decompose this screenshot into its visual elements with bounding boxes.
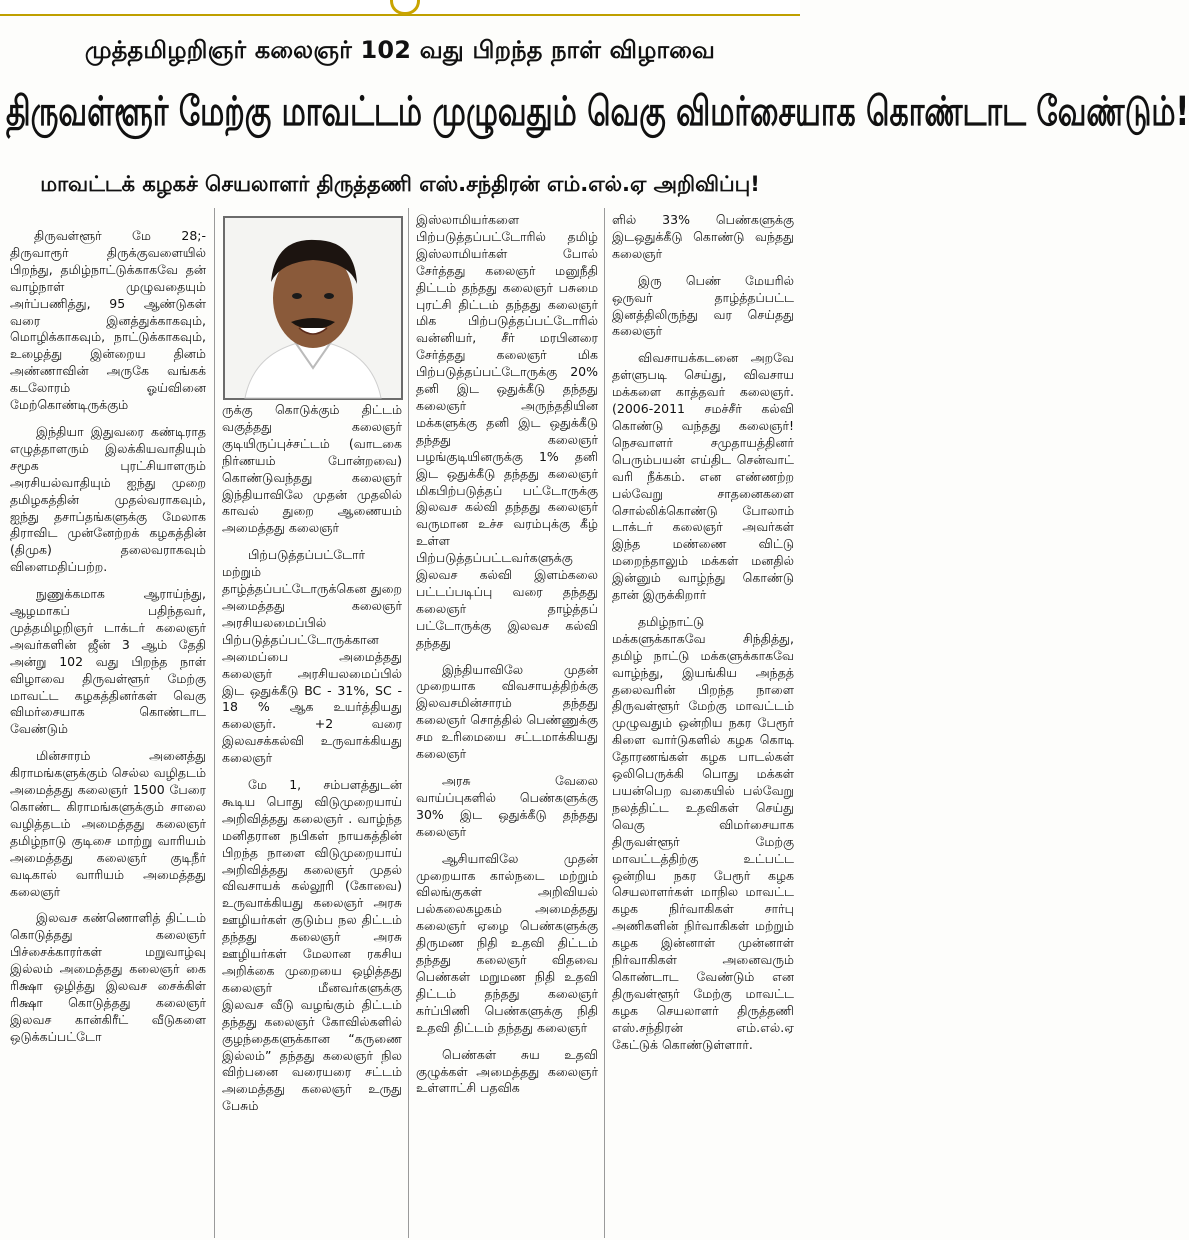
paragraph: மின்சாரம் அனைத்து கிராமங்களுக்கும் செல்ல வழிதடம் அமைத்தது கலைஞர் 1500 பேரை கொண்ட கிராமங்களுக்கும் சாலை வழித்தடம் அமைத்தது கலைஞர் தமிழ்நாடு குடிசை மாற்று வாரியம் அமைத்தது கலைஞர் குடிநீர் வடிகால் வாரியம் அமைத்தது கலைஞர் (10, 748, 206, 899)
paragraph: அரசு வேலை வாய்ப்புகளில் பெண்களுக்கு 30% இட ஒதுக்கீடு தந்தது கலைஞர் (416, 773, 598, 839)
paragraph: ளில் 33% பெண்களுக்கு இடஒதுக்கீடு கொண்டு வந்தது கலைஞர் (612, 212, 794, 261)
paragraph: இஸ்லாமியர்களை பிற்படுத்தப்பட்டோரில் தமிழ் இஸ்லாமியர்கள் போல் சேர்த்தது கலைஞர் மனுநீதி திட்டம் தந்தது கலைஞர் பசுமை புரட்சி திட்டம் தந்தது கலைஞர் மிக பிற்படுத்தப்பட்டோரில் வன்னியர், சீர் மரபினரை சேர்த்தது கலைஞர் மிக பிற்படுத்தப்பட்டோருக்கு 20% தனி இட ஒதுக்கீடு தந்தது கலைஞர் அருந்ததியின மக்களுக்கு தனி இட ஒதுக்கீடு தந்தது கலைஞர் பழங்குடியினருக்கு 1% தனி இட ஒதுக்கீடு தந்தது கலைஞர் மிகபிற்படுத்தப் பட்டோருக்கு இலவச கல்வி தந்தது கலைஞர் வருமான உச்ச வரம்புக்கு கீழ் உள்ள பிற்படுத்தப்பட்டவர்களுக்கு இலவச கல்வி இளம்கலை பட்டப்படிப்பு வரை தந்தது கலைஞர் தாழ்த்தப் பட்டோருக்கு இலவச கல்வி தந்தது (416, 212, 598, 650)
person-portrait-icon (225, 218, 401, 398)
paragraph: இலவச கண்ணொளித் திட்டம் கொடுத்தது கலைஞர் பிச்சைக்காரர்கள் மறுவாழ்வு இல்லம் அமைத்தது கலைஞர் கை ரிக்ஷா ஒழித்து இலவச சைக்கிள் ரிக்ஷா கொடுத்தது கலைஞர் இலவச கான்கிரீட் வீடுகளை ஒடுக்கப்பட்டோ (10, 910, 206, 1044)
masthead-ornament (390, 0, 420, 15)
paragraph: பெண்கள் சுய உதவி குழுக்கள் அமைத்தது கலைஞர் உள்ளாட்சி பதவிக (416, 1046, 598, 1096)
headline-kicker: முத்தமிழறிஞர் கலைஞர் 102 வது பிறந்த நாள் விழாவை (84, 36, 716, 64)
column-divider (214, 208, 215, 1238)
masthead-strip (0, 0, 800, 16)
paragraph: இந்தியாவிலே முதன் முறையாக விவசாயத்திற்க்கு இலவசமின்சாரம் தந்தது கலைஞர் சொத்தில் பெண்ணுக்கு சம உரிமையை சட்டமாக்கியது கலைஞர் (416, 661, 598, 762)
headline-main: திருவள்ளூர் மேற்கு மாவட்டம் முழுவதும் வெகு விமர்சையாக கொண்டாட வேண்டும்! (6, 88, 1189, 136)
article-column-1 (10, 228, 206, 1236)
article-column-4 (612, 212, 794, 1236)
paragraph: இந்தியா இதுவரை கண்டிராத எழுத்தாளரும் இலக்கியவாதியும் சமூக புரட்சியாளரும் அரசியல்வாதியும் ஐந்து முறை தமிழகத்தின் முதல்வராகவும், ஐந்து தசாப்தங்களுக்கு மேலாக திராவிட முன்னேற்றக் கழகத்தின் (திமுக) தலைவராகவும் விளைமதிப்பற்ற. (10, 423, 206, 575)
column-divider (408, 208, 409, 1238)
paragraph: திருவள்ளூர் மே 28;- திருவாரூர் திருக்குவளையில் பிறந்து, தமிழ்நாட்டுக்காகவே தன் வாழ்நாள் முழுவதையும் அர்ப்பணித்து, 95 ஆண்டுகள் வரை இனத்துக்காகவும், மொழிக்காகவும், நாட்டுக்காகவும், உழைத்து இன்றைய தினம் அண்ணாவின் அருகே வங்கக் கடலோரம் ஓய்வினை மேற்கொண்டிருக்கும் (10, 228, 206, 413)
article-column-3 (416, 212, 598, 1236)
paragraph: பிற்படுத்தப்பட்டோர் மற்றும் தாழ்த்தப்பட்டோருக்கென துறை அமைத்தது கலைஞர் அரசியலமைப்பில் பிற்படுத்தப்பட்டோருக்கான அமைப்பை அமைத்தது கலைஞர் அரசியலமைப்பில் இட ஒதுக்கீடு BC - 31%, SC - 18 % ஆக உயர்த்தியது கலைஞர். +2 வரை இலவசக்கல்வி உருவாக்கியது கலைஞர் (222, 547, 402, 766)
paragraph: இரு பெண் மேயரில் ஒருவர் தாழ்த்தப்பட்ட இனத்திலிருந்து வர செய்தது கலைஞர் (612, 272, 794, 339)
paragraph: ஆசியாவிலே முதன் முறையாக கால்நடை மற்றும் விலங்குகள் அறிவியல் பல்கலைகழகம் அமைத்தது கலைஞர் ஏழை பெண்களுக்கு திருமண நிதி உதவி திட்டம் தந்தது கலைஞர் விதவை பெண்கள் மறுமண நிதி உதவி திட்டம் தந்தது கலைஞர் கர்ப்பிணி பெண்களுக்கு நிதி உதவி திட்டம் தந்தது கலைஞர் (416, 850, 598, 1035)
paragraph: மே 1, சம்பளத்துடன் கூடிய பொது விடுமுறையாய் அறிவித்தது கலைஞர் . வாழ்ந்த மனிதரான நபிகள் நாயகத்தின் பிறந்த நாளை விடுமுறையாய் அறிவித்தது கலைஞர் முதல் விவசாயக் கல்லூரி (கோவை) உருவாக்கியது கலைஞர் அரசு ஊழியர்கள் குடும்ப நல திட்டம் தந்தது கலைஞர் அரசு ஊழியர்கள் மேலான ரகசிய அறிக்கை முறையை ஒழித்தது கலைஞர் மீனவர்களுக்கு இலவச வீடு வழங்கும் திட்டம் தந்தது கலைஞர் கோவில்களில் குழந்தைகளுக்கான “கருணை இல்லம்” தந்தது கலைஞர் நில விற்பனை வரையரை சட்டம் அமைத்தது கலைஞர் உருது பேசும் (222, 777, 402, 1114)
paragraph: ருக்கு கொடுக்கும் திட்டம் வகுத்தது கலைஞர் குடியிருப்புச்சட்டம் (வாடகை நிர்ணயம் போன்றவை) கொண்டுவந்தது கலைஞர் இந்தியாவிலே முதன் முதலில் காவல் துறை ஆணையம் அமைத்தது கலைஞர் (222, 402, 402, 536)
column-divider (604, 208, 605, 1238)
paragraph: தமிழ்நாட்டு மக்களுக்காகவே சிந்தித்து, தமிழ் நாட்டு மக்களுக்காகவே வாழ்ந்து, இயங்கிய அந்தத் தலைவரின் பிறந்த நாளை திருவள்ளூர் மேற்கு மாவட்டம் முழுவதும் ஒன்றிய நகர பேரூர் கிளை வார்டுகளில் கழக கொடி தோரணங்கள் கழக பாடல்கள் ஒலிபெருக்கி பொது மக்கள் பயன்பெற வகையில் பல்வேறு நலத்திட்ட உதவிகள் செய்து வெகு விமர்சையாக திருவள்ளூர் மேற்கு மாவட்டத்திற்கு உட்பட்ட ஒன்றிய நகர பேரூர் கழக செயலாளர்கள் மாநில மாவட்ட கழக நிர்வாகிகள் சார்பு அணிகளின் நிர்வாகிகள் மற்றும் கழக இன்னாள் முன்னாள் நிர்வாகிகள் அனைவரும் கொண்டாட வேண்டும் என திருவள்ளூர் மேற்கு மாவட்ட கழக செயலாளர் திருத்தணி எஸ்.சந்திரன் எம்.எல்.ஏ கேட்டுக் கொண்டுள்ளார். (612, 613, 794, 1052)
headline-sub: மாவட்டக் கழகச் செயலாளர் திருத்தணி எஸ்.சந்திரன் எம்.எல்.ஏ அறிவிப்பு! (40, 172, 760, 196)
article-column-2 (222, 402, 402, 1236)
paragraph: விவசாயக்கடனை அறவே தள்ளுபடி செய்து, விவசாய மக்களை காத்தவர் கலைஞர். (2006-2011 சமச்சீர் கல்வி கொண்டு வந்தது கலைஞர்! நெசவாளர் சமுதாயத்தினர் பெரும்பயன் எய்திட சென்வாட் வரி நீக்கம். என எண்ணற்ற பல்வேறு சாதனைகளை சொல்லிக்கொண்டு போலாம் டாக்டர் கலைஞர் அவர்கள் இந்த மண்ணை விட்டு மறைந்தாலும் மக்கள் மனதில் இன்னும் வாழ்ந்து கொண்டு தான் இருக்கிறார் (612, 350, 794, 603)
headline-block (6, 28, 1189, 218)
paragraph: நுணுக்கமாக ஆராய்ந்து, ஆழமாகப் பதிந்தவர், முத்தமிழறிஞர் டாக்டர் கலைஞர் அவர்களின் ஜீன் 3 ஆம் தேதி அன்று 102 வது பிறந்த நாள் விழாவை திருவள்ளூர் மேற்கு மாவட்ட கழகத்தினர்கள் வெகு விமர்சையாக கொண்டாட வேண்டும் (10, 586, 206, 737)
portrait-photo (223, 216, 403, 400)
